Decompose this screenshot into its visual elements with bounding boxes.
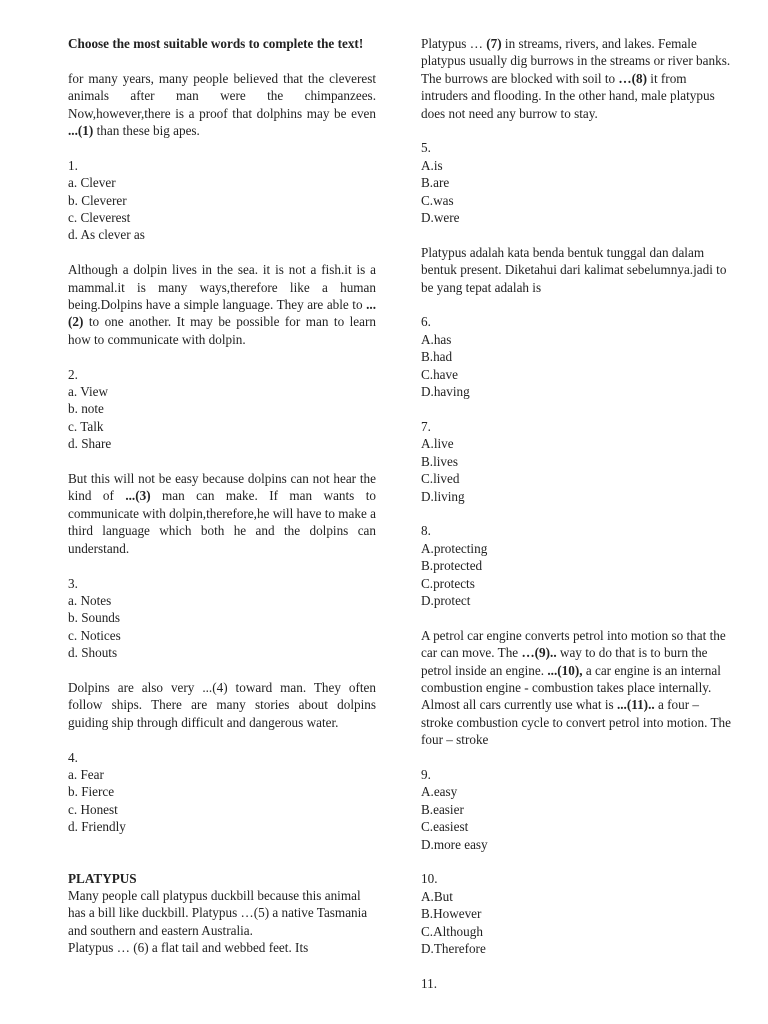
- option-d: d. Shouts: [68, 645, 118, 661]
- option-a: a. Notes: [68, 592, 112, 608]
- option-a: a. Fear: [68, 766, 104, 782]
- text: A petrol car engine converts petrol into motion so that the car can move. The: [421, 627, 726, 661]
- text: man can make. If man wants to communicate with dolpin,therefore,he will have to make a third language which both he and the dolpins can understand.: [68, 488, 377, 556]
- question-1: [68, 157, 376, 244]
- option-a: A.is: [421, 157, 443, 173]
- option-d: D.Therefore: [421, 941, 486, 956]
- option-d: D.living: [421, 488, 465, 504]
- option-b: B.had: [421, 349, 453, 365]
- option-c: c. Notices: [68, 627, 121, 643]
- option-d: D.more easy: [421, 836, 488, 852]
- blank-8: …(8): [618, 70, 647, 86]
- option-c: c. Honest: [68, 801, 118, 817]
- option-d: d. As clever as: [68, 227, 145, 243]
- blank-10: ...(10),: [547, 662, 583, 678]
- option-c: c. Talk: [68, 418, 104, 434]
- explanation-note: Platypus adalah kata benda bentuk tunggal dan dalam bentuk present. Diketahui dari kalimat sebelumnya.jadi to be yang tepat adalah is: [421, 244, 727, 295]
- instruction-title: Choose the most suitable words to complete the text!: [68, 36, 364, 51]
- paragraph-3: [68, 470, 376, 557]
- option-d: D.were: [421, 210, 460, 226]
- paragraph-4: Dolpins are also very ...(4) toward man. They often follow ships. There are many stories about dolpins guiding ship through difficult and dangerous water.: [68, 679, 376, 730]
- question-7: [421, 418, 731, 505]
- paragraph-5: Many people call platypus duckbill because this animal has a bill like duckbill. Platypus …(5) a native Tasmania and southern and eastern Australia.: [68, 887, 368, 938]
- option-b: b. note: [68, 401, 104, 417]
- option-b: B.However: [421, 906, 482, 922]
- paragraph-2: [68, 261, 376, 348]
- option-a: A.But: [421, 888, 453, 904]
- option-b: B.easier: [421, 801, 464, 817]
- text: than these big apes.: [93, 123, 200, 139]
- text: way to do that is to burn the petrol inside an engine.: [421, 645, 708, 678]
- option-a: A.has: [421, 331, 452, 347]
- text: for many years, many people believed that the cleverest animals after man were the chimpanzees. Now,however,there is a proof that dolphins may be even: [68, 70, 376, 121]
- option-b: B.lives: [421, 453, 458, 469]
- option-c: c. Cleverest: [68, 210, 131, 226]
- question-6: [421, 313, 731, 400]
- option-b: b. Fierce: [68, 784, 115, 800]
- option-c: C.easiest: [421, 819, 469, 835]
- text: it from intruders and flooding. In the other hand, male platypus does not need any burrow to stay.: [421, 70, 715, 121]
- option-c: C.Although: [421, 923, 483, 939]
- question-9: [421, 766, 731, 853]
- option-c: C.was: [421, 192, 454, 208]
- paragraph-8: [421, 627, 731, 749]
- right-column: [421, 35, 731, 1010]
- option-a: a. View: [68, 384, 108, 400]
- option-a: A.protecting: [421, 540, 488, 556]
- question-number: 9.: [421, 766, 431, 782]
- question-3: [68, 575, 376, 662]
- left-column: [68, 35, 376, 957]
- option-d: D.protect: [421, 592, 471, 608]
- text: in streams, rivers, and lakes. Female platypus usually dig burrows in the streams or river banks. The burrows are blocked with soil to: [421, 36, 731, 86]
- blank-3: ...(3): [125, 488, 151, 504]
- option-a: a. Clever: [68, 175, 116, 191]
- blank-7: (7): [486, 36, 502, 51]
- question-number: 10.: [421, 871, 438, 887]
- text: But this will not be easy because dolpins can not hear the kind of: [68, 471, 376, 504]
- blank-2: ...(2): [68, 297, 376, 330]
- text: a four – stroke combustion cycle to convert petrol into motion. The four – stroke: [421, 697, 731, 748]
- question-2: [68, 366, 376, 453]
- question-number: 3.: [68, 575, 78, 591]
- paragraph-6: Platypus … (6) a flat tail and webbed feet. Its: [68, 940, 309, 956]
- blank-1: ...(1): [68, 123, 94, 139]
- question-5: [421, 139, 731, 226]
- blank-9: …(9)..: [521, 645, 557, 661]
- question-number: 11.: [421, 975, 437, 991]
- option-d: d. Share: [68, 436, 112, 452]
- section-title-platypus: PLATYPUS: [68, 870, 137, 886]
- option-d: D.having: [421, 384, 470, 400]
- question-8: [421, 522, 731, 609]
- option-b: b. Cleverer: [68, 192, 127, 208]
- blank-11: ...(11)..: [616, 697, 655, 713]
- question-number: 6.: [421, 314, 431, 330]
- question-number: 2.: [68, 366, 78, 382]
- option-a: A.live: [421, 436, 454, 452]
- option-b: b. Sounds: [68, 610, 121, 626]
- question-number: 1.: [68, 157, 78, 173]
- option-d: d. Friendly: [68, 819, 126, 835]
- option-c: C.lived: [421, 471, 460, 487]
- option-b: B.are: [421, 175, 450, 191]
- option-b: B.protected: [421, 558, 483, 574]
- question-number: 7.: [421, 418, 431, 434]
- option-a: A.easy: [421, 784, 458, 800]
- question-11: [421, 975, 731, 992]
- option-c: C.have: [421, 366, 458, 382]
- question-number: 4.: [68, 749, 78, 765]
- text: to one another. It may be possible for man to learn how to communicate with dolpin.: [68, 314, 376, 347]
- question-number: 5.: [421, 140, 431, 156]
- text: a car engine is an internal combustion engine - combustion takes place internally. Almost all cars currently use what is: [421, 662, 721, 713]
- paragraph-7: [421, 35, 731, 122]
- question-number: 8.: [421, 523, 431, 539]
- paragraph-1: [68, 70, 376, 140]
- option-c: C.protects: [421, 575, 475, 591]
- text: Although a dolpin lives in the sea. it is not a fish.it is a mammal.it is many ways,therefore like a human being.Dolpins have a simple language. They are able to: [68, 262, 376, 313]
- question-10: [421, 870, 731, 957]
- text: Platypus …: [421, 36, 487, 51]
- question-4: [68, 749, 376, 836]
